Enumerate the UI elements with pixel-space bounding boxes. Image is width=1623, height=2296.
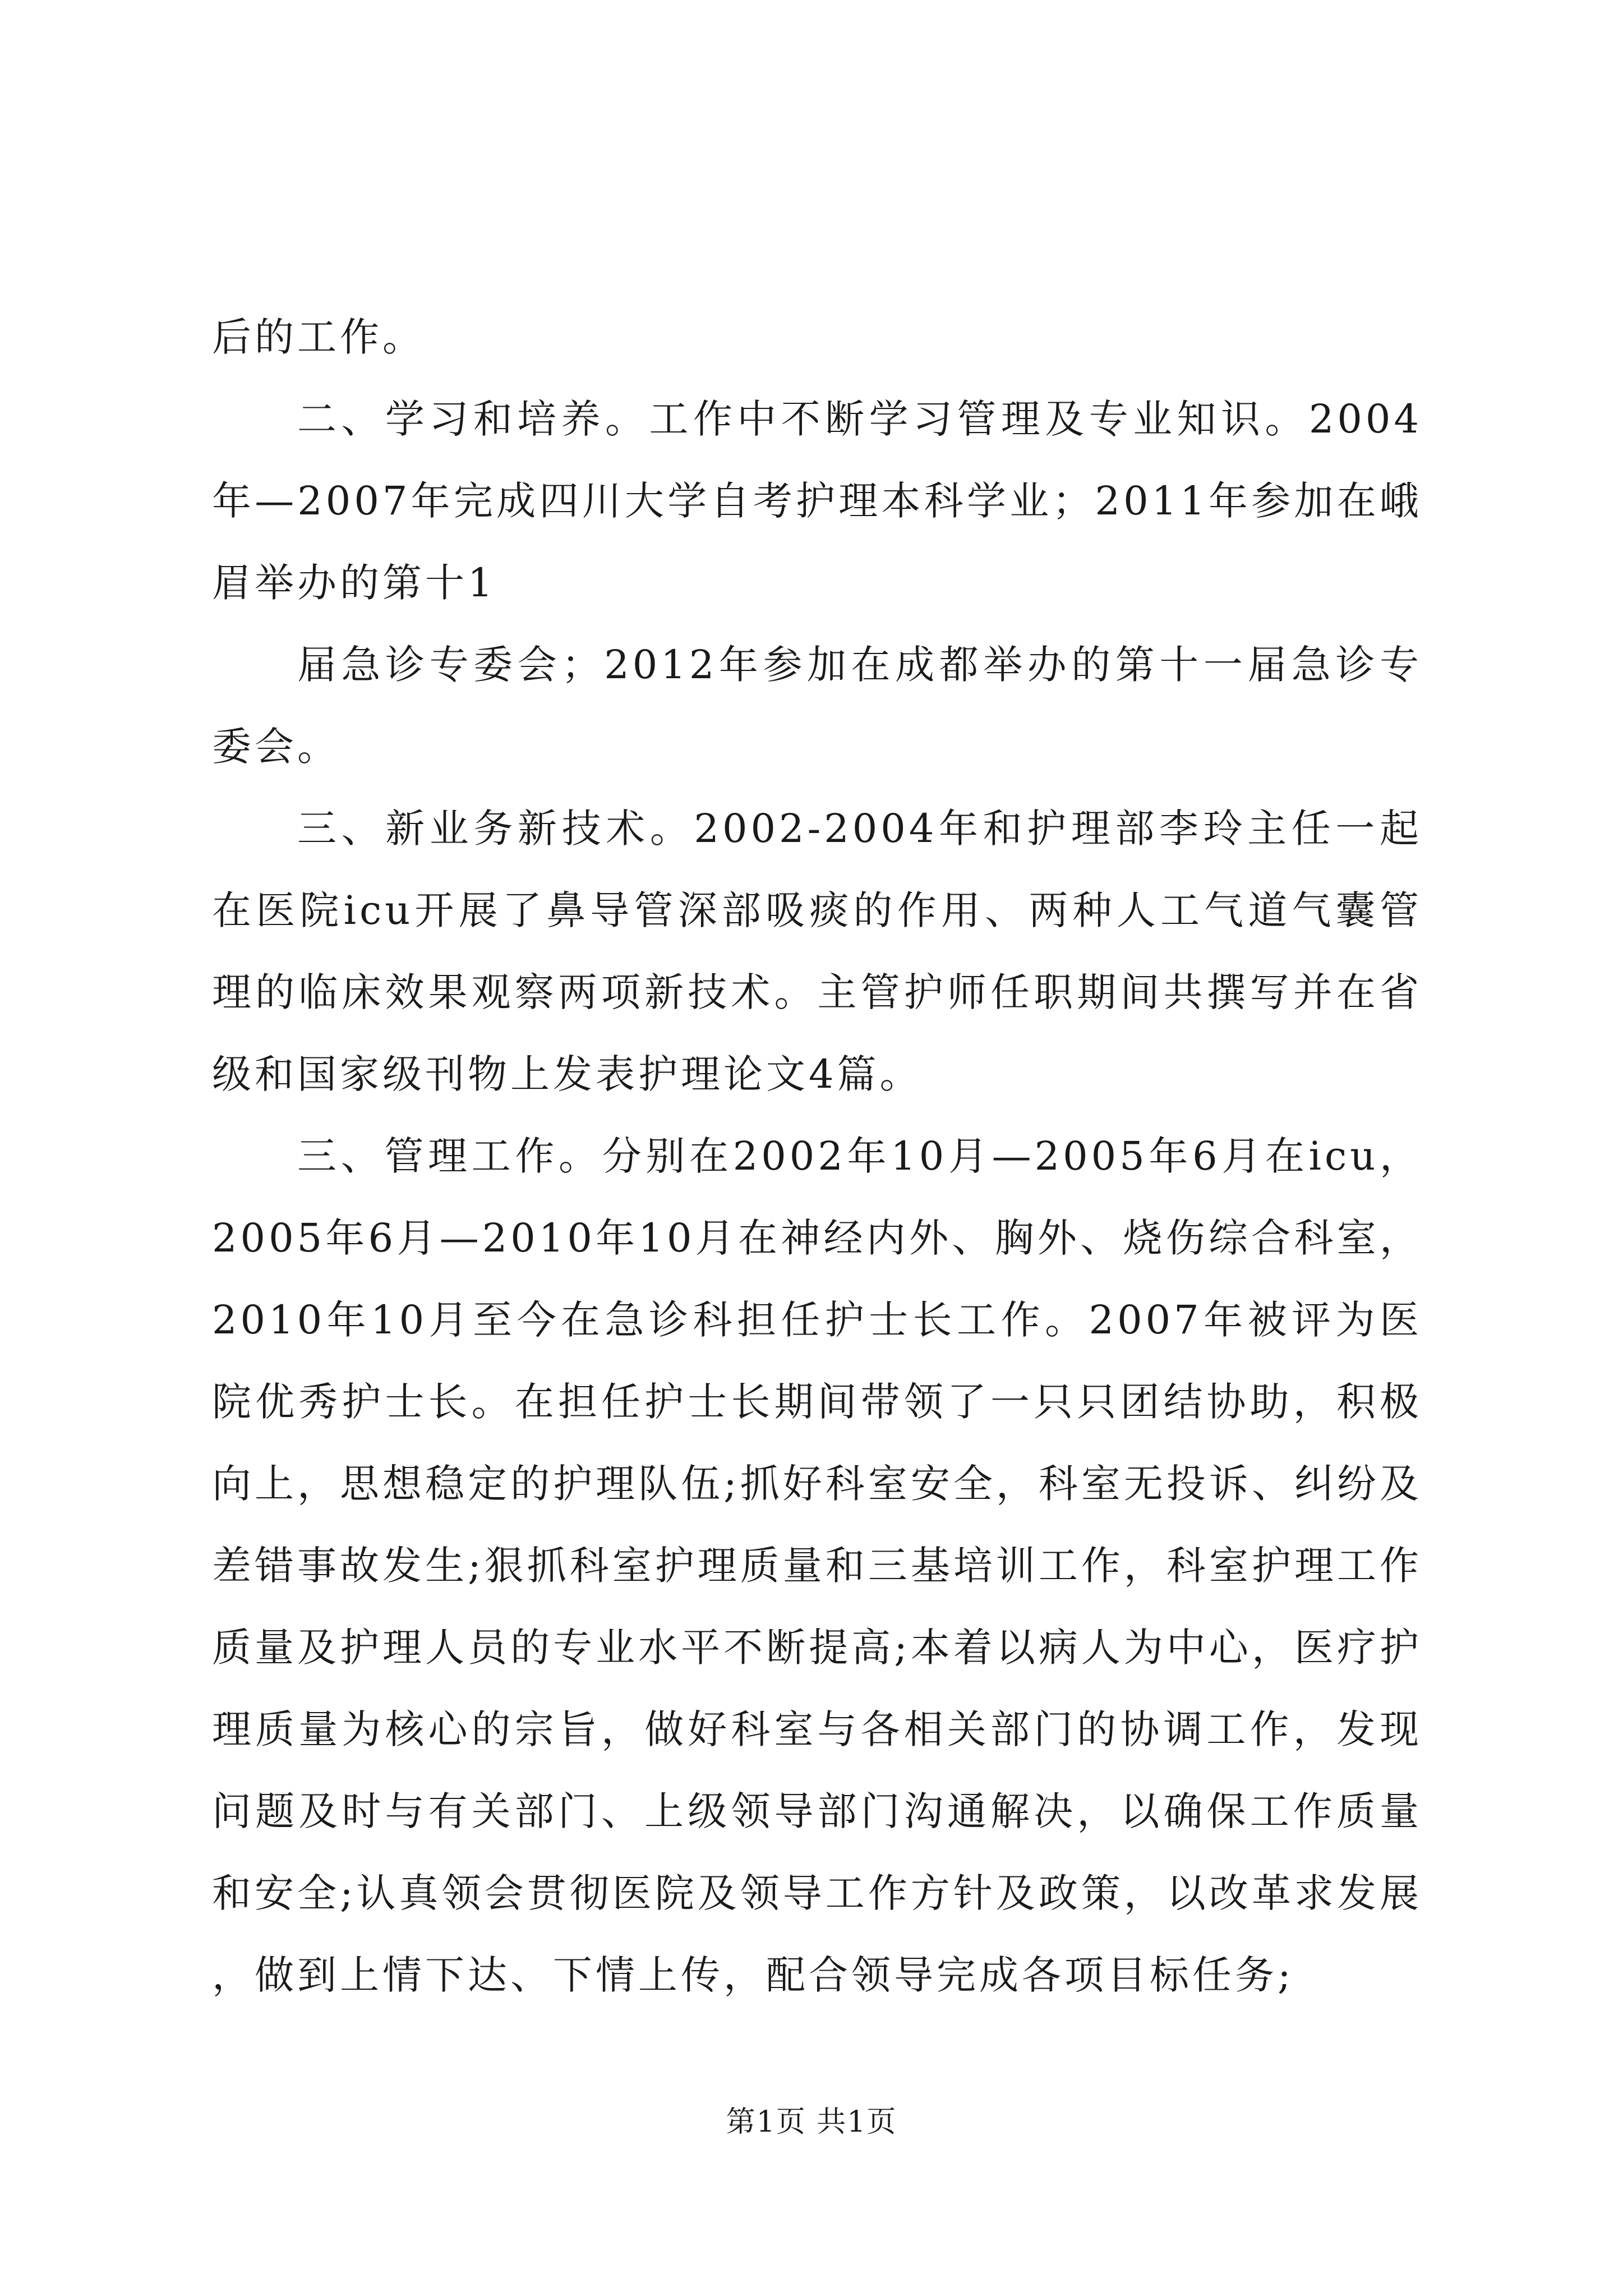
paragraph: 后的工作。 [212,314,425,360]
paragraph: 三、管理工作。分别在2002年10月—2005年6月在icu，2005年6月—2010年10月在神经内外、胸外、烧伤综合科室，2010年10月至今在急诊科担任护士长工作。2007年被评为医院优秀护士长。在担任护士长期间带领了一只只团结协助，积极向上，思想稳定的护理队伍;抓好科室安全，科室无投诉、纠纷及差错事故发生;狠抓科室护理质量和三基培训工作，科室护理工作质量及护理人员的专业水平不断提高;本着以病人为中心，医疗护理质量为核心的宗旨，做好科室与各相关部门的协调工作，发现问题及时与有关部门、上级领导部门沟通解决，以确保工作质量和安全;认真领会贯彻医院及领导工作方针及政策，以改革求发展，做到上情下达、下情上传，配合领导完成各项目标任务; [212,1133,1422,1998]
paragraph: 二、学习和培养。工作中不断学习管理及专业知识。2004年—2007年完成四川大学自考护理本科学业；2011年参加在峨眉举办的第十1 [212,396,1422,606]
paragraph: 届急诊专委会；2012年参加在成都举办的第十一届急诊专委会。 [212,642,1422,770]
paragraph: 三、新业务新技术。2002-2004年和护理部李玲主任一起在医院icu开展了鼻导管深部吸痰的作用、两种人工气道气囊管理的临床效果观察两项新技术。主管护师任职期间共撰写并在省级和国家级刊物上发表护理论文4篇。 [212,806,1422,1097]
document-body [212,296,1422,2016]
page-footer: 第1页 共1页 [726,2105,897,2139]
